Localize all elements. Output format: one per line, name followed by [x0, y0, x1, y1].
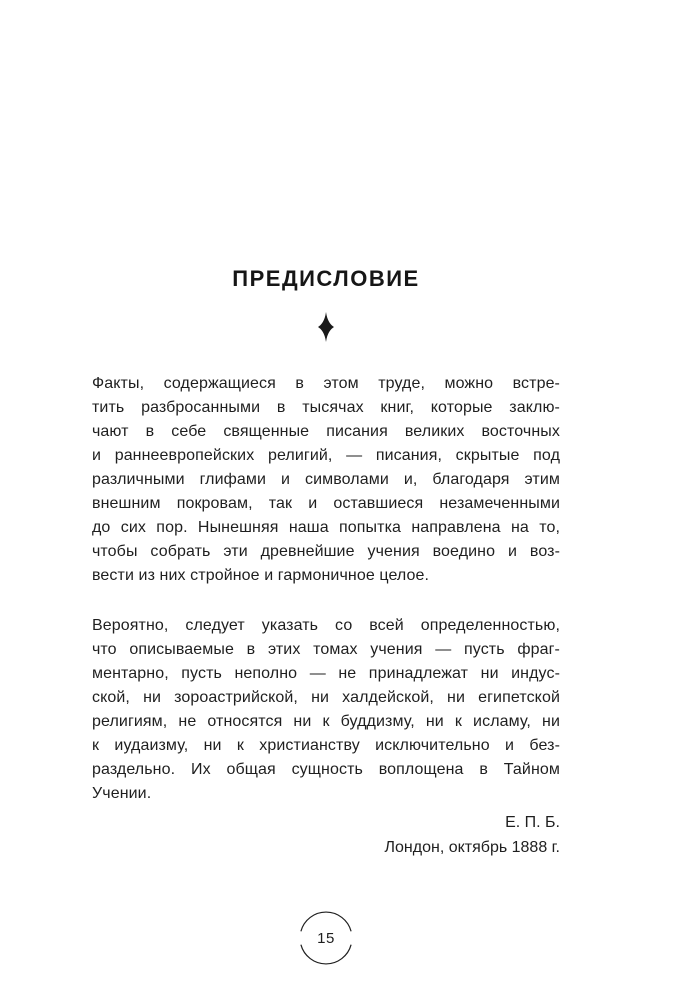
- text-line: Факты, содержащиеся в этом труде, можно встре-: [92, 375, 560, 392]
- text-line: Учении.: [92, 785, 152, 802]
- text-line: различными глифами и символами и, благодаря этим: [92, 471, 560, 488]
- text-line: вести из них стройное и гармоничное целое.: [92, 567, 430, 584]
- text-line: к иудаизму, ни к христианству исключительно и без-: [92, 737, 560, 754]
- page-title: ПРЕДИСЛОВИЕ: [232, 266, 420, 291]
- diamond-ornament-icon: [92, 312, 560, 342]
- paragraph-1: [92, 372, 560, 588]
- text-line: и раннеевропейских религий, — писания, скрытые под: [92, 447, 560, 464]
- page-number-ornament: [294, 906, 358, 970]
- text-line: чтобы собрать эти древнейшие учения воедино и воз-: [92, 543, 560, 560]
- text-line: до сих пор. Нынешняя наша попытка направлена на то,: [92, 519, 560, 536]
- signature-block: [92, 810, 560, 860]
- text-line: что описываемые в этих томах учения — пусть фраг-: [92, 641, 560, 658]
- text-line: внешним покровам, так и оставшиеся незамеченными: [92, 495, 560, 512]
- text-line: Вероятно, следует указать со всей определенностью,: [92, 617, 560, 634]
- text-line: чают в себе священные писания великих восточных: [92, 423, 560, 440]
- text-line: ской, ни зороастрийской, ни халдейской, ни египетской: [92, 689, 560, 706]
- text-line: ментарно, пусть неполно — не принадлежат ни индус-: [92, 665, 560, 682]
- signature-initials: Е. П. Б.: [505, 814, 560, 831]
- page-number-block: [92, 906, 560, 975]
- paragraph-2: [92, 614, 560, 806]
- text-line: тить разбросанными в тысячах книг, которые заклю-: [92, 399, 560, 416]
- page-number: 15: [317, 929, 335, 947]
- text-line: раздельно. Их общая сущность воплощена в Тайном: [92, 761, 560, 778]
- text-line: религиям, не относятся ни к буддизму, ни к исламу, ни: [92, 713, 560, 730]
- page-content: [92, 0, 560, 975]
- signature-place-date: Лондон, октябрь 1888 г.: [384, 839, 560, 856]
